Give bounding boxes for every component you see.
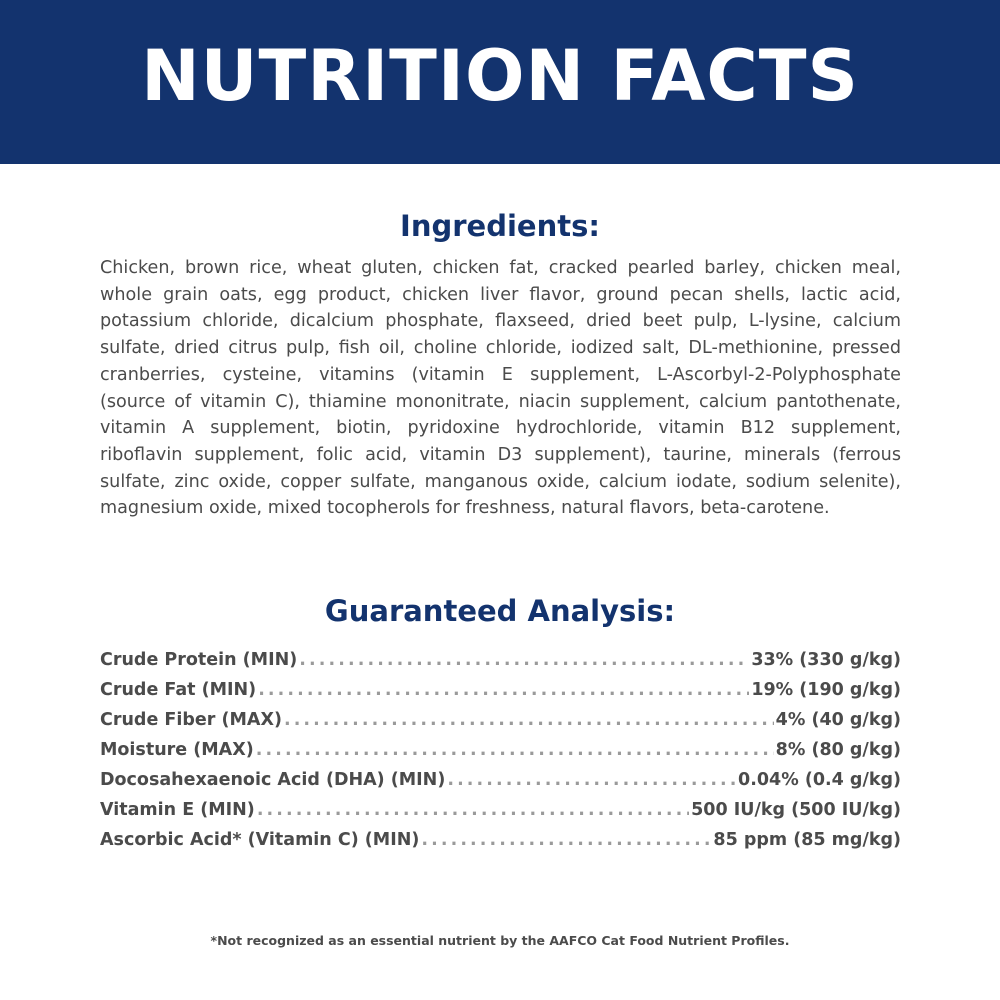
header-banner (0, 0, 1000, 164)
analysis-row-moisture (100, 735, 901, 765)
analysis-row-crude-protein (100, 645, 901, 675)
ingredients-heading: Ingredients: (400, 209, 600, 243)
guaranteed-analysis-table (100, 645, 901, 855)
analysis-row-label: Crude Fiber (MAX) (100, 710, 282, 730)
analysis-row-value: 0.04% (0.4 g/kg) (738, 770, 901, 790)
dot-leader (256, 735, 774, 765)
analysis-row-value: 85 ppm (85 mg/kg) (713, 830, 901, 850)
dot-leader (447, 765, 736, 795)
analysis-row-ascorbic-acid (100, 825, 901, 855)
analysis-row-crude-fiber (100, 705, 901, 735)
analysis-row-label: Crude Fat (MIN) (100, 680, 257, 700)
analysis-row-crude-fat (100, 675, 901, 705)
analysis-row-value: 4% (40 g/kg) (775, 710, 901, 730)
analysis-row-value: 8% (80 g/kg) (775, 740, 901, 760)
analysis-row-label: Docosahexaenoic Acid (DHA) (MIN) (100, 770, 446, 790)
dot-leader (284, 705, 774, 735)
dot-leader (299, 645, 749, 675)
analysis-row-vitamin-e (100, 795, 901, 825)
guaranteed-analysis-heading: Guaranteed Analysis: (324, 594, 676, 628)
dot-leader (257, 795, 689, 825)
dot-leader (258, 675, 749, 705)
analysis-row-label: Ascorbic Acid* (Vitamin C) (MIN) (100, 830, 420, 850)
analysis-row-value: 33% (330 g/kg) (751, 650, 901, 670)
analysis-row-dha (100, 765, 901, 795)
ingredients-list-text: Chicken, brown rice, wheat gluten, chicken fat, cracked pearled barley, chicken meal, whole grain oats, egg product, chicken liver flavor, ground pecan shells, lactic acid, potassium chloride, dicalcium phosphate, flaxseed, dried beet pulp, L-lysine, calcium sulfate, dried citrus pulp, fish oil, choline chloride, iodized salt, DL-methionine, pressed cranberries, cysteine, vitamins (vitamin E supplement, L-Ascorbyl-2-Polyphosphate (source of vitamin C), thiamine mononitrate, niacin supplement, calcium pantothenate, vitamin A supplement, biotin, pyridoxine hydrochloride, vitamin B12 supplement, riboflavin supplement, folic acid, vitamin D3 supplement), taurine, minerals (ferrous sulfate, zinc oxide, copper sulfate, manganous oxide, calcium iodate, sodium selenite), magnesium oxide, mixed tocopherols for freshness, natural flavors, beta-carotene. (100, 258, 901, 519)
analysis-row-value: 500 IU/kg (500 IU/kg) (691, 800, 901, 820)
analysis-row-label: Moisture (MAX) (100, 740, 254, 760)
footnote: *Not recognized as an essential nutrient by the AAFCO Cat Food Nutrient Profiles. (210, 933, 790, 948)
analysis-row-label: Vitamin E (MIN) (100, 800, 255, 820)
dot-leader (421, 825, 711, 855)
analysis-row-value: 19% (190 g/kg) (751, 680, 901, 700)
analysis-row-label: Crude Protein (MIN) (100, 650, 298, 670)
page-title: NUTRITION FACTS (141, 35, 859, 117)
